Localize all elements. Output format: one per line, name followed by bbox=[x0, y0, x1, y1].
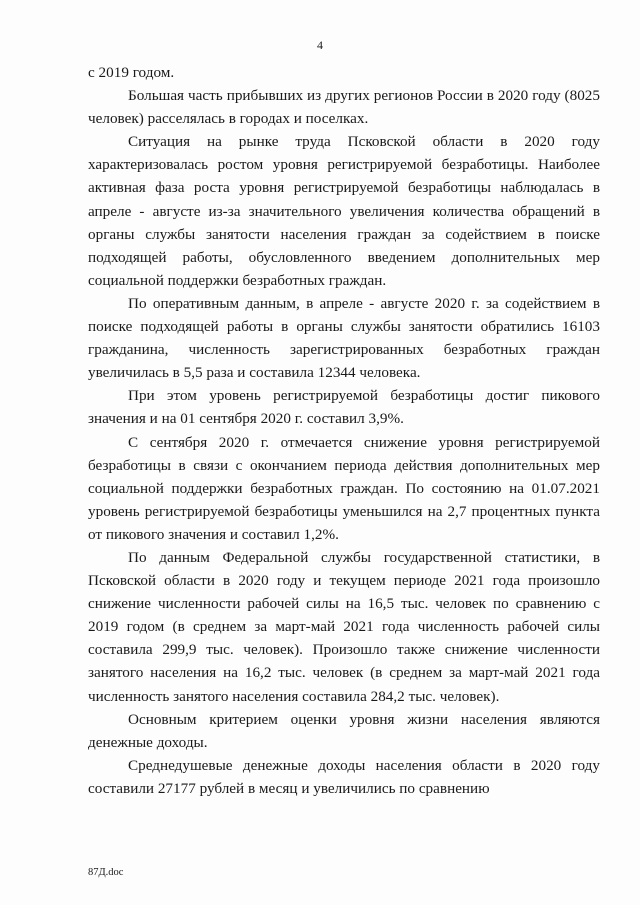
paragraph-labor-market: Ситуация на рынке труда Псковской области в 2020 году характеризовалась ростом уровня регистрируемой безработицы. Наиболее активная фаза роста уровня регистрируемой безработицы наблюдалась в апреле - августе из-за значительного увеличения количества обращений в органы службы занятости населения граждан за содействием в поиске подходящей работы, обусловленного введением дополнительных мер социальной поддержки безработных граждан. bbox=[88, 133, 600, 289]
paragraph-income: Среднедушевые денежные доходы населения области в 2020 году составили 27177 рублей в месяц и увеличились по сравнению bbox=[88, 756, 600, 797]
footer-filename: 87Д.doc bbox=[88, 867, 124, 878]
paragraph-operational-data: По оперативным данным, в апреле - августе 2020 г. за содействием в поиске подходящей работы в органы службы занятости обратились 16103 гражданина, численность зарегистрированных безработных граждан увеличилась в 5,5 раза и составила 12344 человека. bbox=[88, 294, 600, 382]
paragraph-living-standard: Основным критерием оценки уровня жизни населения являются денежные доходы. bbox=[88, 710, 600, 751]
paragraph-peak-unemployment: При этом уровень регистрируемой безработицы достиг пикового значения и на 01 сентября 2020 г. составил 3,9%. bbox=[88, 387, 600, 428]
document-body bbox=[88, 61, 600, 800]
paragraph-continuation: с 2019 годом. bbox=[88, 64, 175, 81]
page-number: 4 bbox=[317, 38, 323, 52]
paragraph-unemployment-decline: С сентября 2020 г. отмечается снижение уровня регистрируемой безработицы в связи с окончанием периода действия дополнительных мер социальной поддержки безработных граждан. По состоянию на 01.07.2021 уровень регистрируемой безработицы уменьшился на 2,7 процентных пункта от пикового значения и составил 1,2%. bbox=[88, 433, 600, 543]
paragraph-rosstat-data: По данным Федеральной службы государственной статистики, в Псковской области в 2020 году и текущем периоде 2021 года произошло снижение численности рабочей силы на 16,5 тыс. человек по сравнению с 2019 годом (в среднем за март-май 2021 года численность рабочей силы составила 299,9 тыс. человек). Произошло также снижение численности занятого населения на 16,2 тыс. человек (в среднем за март-май 2021 года численность занятого населения составила 284,2 тыс. человек). bbox=[88, 548, 600, 705]
paragraph-migration: Большая часть прибывших из других регионов России в 2020 году (8025 человек) расселялась в городах и поселках. bbox=[88, 87, 600, 128]
